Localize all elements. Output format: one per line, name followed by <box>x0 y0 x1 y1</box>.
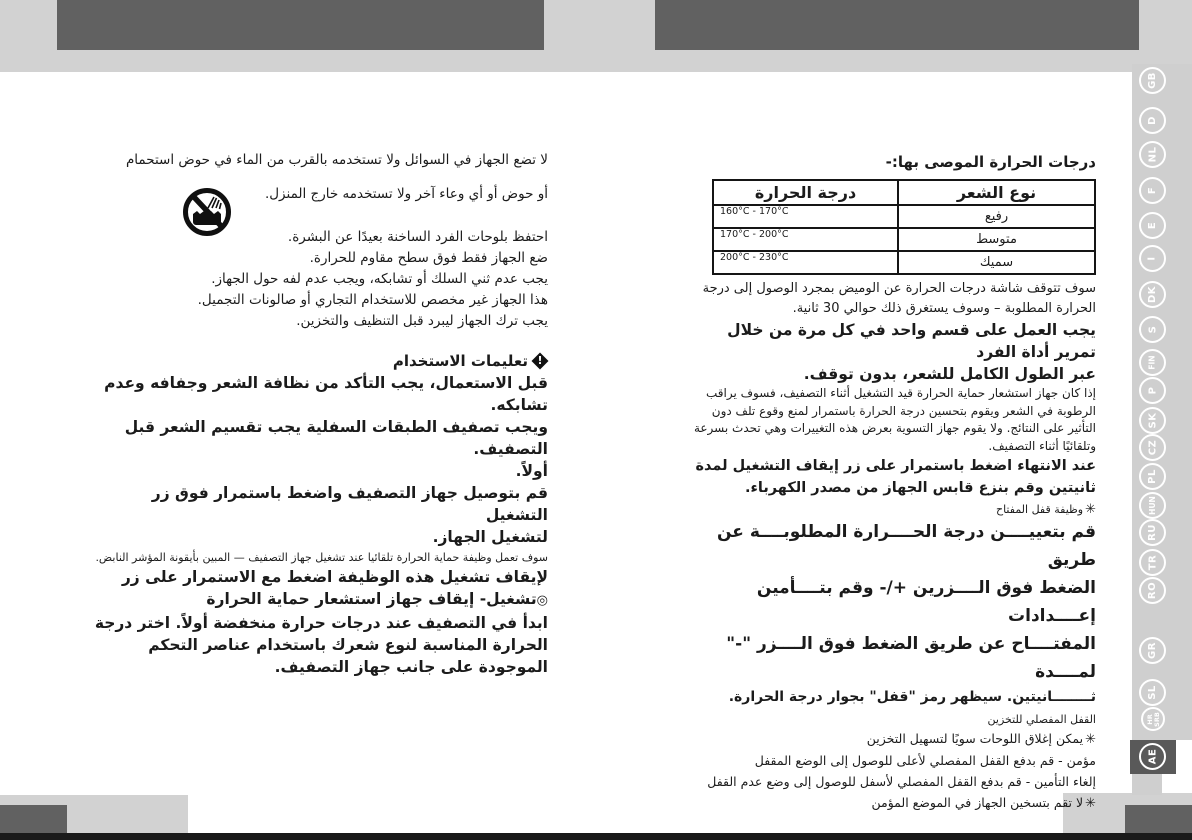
sidebar-substrip <box>1132 774 1162 795</box>
lang-label: SL <box>1146 685 1158 700</box>
lang-label: I <box>1146 256 1158 261</box>
bottom-right-dark-block <box>1125 805 1192 834</box>
header-hair-type: نوع الشعر <box>898 180 1095 205</box>
temp-range-thick: 200°C - 230°C <box>713 251 898 274</box>
language-sidebar-strip <box>1132 64 1192 740</box>
top-dark-bar-right <box>655 0 1139 50</box>
line: الضغط فوق الــــزرين +/- وقم بتــــأمين إعــــدادات <box>756 578 1096 626</box>
lang-label: AE <box>1146 748 1158 765</box>
bottom-left-dark-block <box>0 805 67 834</box>
hair-type-fine: رفيع <box>898 205 1095 228</box>
header-temperature: درجة الحرارة <box>713 180 898 205</box>
hinge-lock-label: القفل المفصلي للتخزين <box>987 713 1096 726</box>
lang-badge-dk <box>1139 281 1166 308</box>
usage-line: لتشغيل الجهاز. <box>432 528 548 546</box>
lang-badge-f <box>1139 177 1166 204</box>
exclamation-diamond-icon <box>532 353 548 369</box>
star-icon: ✳ <box>1085 502 1096 517</box>
warning-hot-plates: احتفظ بلوحات الفرد الساخنة بعيدًا عن البشرة. <box>287 229 548 245</box>
lang-label: CZ <box>1147 439 1158 456</box>
lang-label: SK <box>1146 412 1158 429</box>
temperature-table <box>712 179 1096 275</box>
lang-badge-i <box>1139 245 1166 272</box>
usage-instructions-heading <box>93 350 548 372</box>
right-column <box>684 152 1096 814</box>
lang-label: GR <box>1146 642 1158 659</box>
temp-range-medium: 170°C - 200°C <box>713 228 898 251</box>
table-header-row <box>713 180 1095 205</box>
lang-badge-p <box>1139 377 1166 404</box>
key-lock-function-label <box>684 501 1096 518</box>
lang-badge-d <box>1139 107 1166 134</box>
usage-line: تشغيل- إيقاف جهاز استشعار حماية الحرارة <box>206 590 537 608</box>
lang-badge-ro <box>1139 577 1166 604</box>
star-icon: ✳ <box>1085 796 1096 811</box>
lang-label: D <box>1147 116 1158 125</box>
warning-cord: يجب عدم ثني السلك أو تشابكه، ويجب عدم لفه حول الجهاز. <box>211 271 548 287</box>
usage-line: ويجب تصفيف الطبقات السفلية يجب تقسيم الشعر قبل التصفيف. <box>124 418 548 458</box>
usage-line-with-icon <box>93 588 548 612</box>
star-icon: ✳ <box>1085 732 1096 747</box>
lang-label: RO <box>1146 581 1158 600</box>
warning-liquids-line1: لا تضع الجهاز في السوائل ولا تستخدمه بالقرب من الماء في حوض استحمام <box>125 152 548 168</box>
lang-label: GB <box>1147 72 1158 89</box>
line: قم بتعييــــن درجة الحــــرارة المطلوبــــة عن طريق <box>716 522 1096 570</box>
temp-range-fine: 160°C - 170°C <box>713 205 898 228</box>
lang-label: TR <box>1147 554 1158 571</box>
lang-label: E <box>1147 221 1158 230</box>
table-row <box>713 205 1095 228</box>
usage-line: قم بتوصيل جهاز التصفيف واضغط باستمرار فوق زر التشغيل <box>151 484 548 524</box>
line: وقم بنزع قابس الجهاز من مصدر الكهرباء. <box>744 480 1044 496</box>
usage-line: قبل الاستعمال، يجب التأكد من نظافة الشعر وجفافه وعدم <box>104 374 548 392</box>
warning-cool-down: يجب ترك الجهاز ليبرد قبل التنظيف والتخزين. <box>296 313 548 329</box>
lang-label: FIN <box>1147 355 1157 370</box>
lang-label: P <box>1147 386 1158 395</box>
usage-plug-in <box>93 482 548 548</box>
bottom-black-strip <box>0 833 1192 840</box>
line: المفتــــاح عن طريق الضغط فوق الــــزر "-" لمــــدة <box>726 634 1096 682</box>
usage-line: تشابكه. <box>490 396 548 414</box>
lock-symbol-note: ثــــــــانيتين. سيظهر رمز "قفل" بجوار درجة الحرارة. <box>728 689 1096 705</box>
lang-label: RU <box>1146 524 1158 541</box>
usage-turn-off-sensor <box>93 566 548 612</box>
line: عند الانتهاء اضغط باستمرار على زر إيقاف التشغيل لمدة ثانيتين <box>695 458 1096 496</box>
usage-line: أولاً. <box>515 462 548 480</box>
lang-badge-hr-srb <box>1141 707 1165 731</box>
warning-commercial-use: هذا الجهاز غير مخصص للاستخدام التجاري أو صالونات التجميل. <box>197 292 548 308</box>
display-stops-flashing-note: سوف تتوقف شاشة درجات الحرارة عن الوميض بمجرد الوصول إلى درجة الحرارة المطلوبة – وسوف يستغرق ذلك حوالي 30 ثانية. <box>702 281 1096 316</box>
close-plates-note <box>684 728 1096 750</box>
lang-label-hr: HR <box>1145 713 1154 725</box>
lang-badge-s <box>1139 316 1166 343</box>
hair-type-thick: سميك <box>898 251 1095 274</box>
usage-start-low-temp: ابدأ في التصفيف عند درجات حرارة منخفضة أولاً. اختر درجة الحرارة المناسبة لنوع شعرك باستخدام عناصر التحكم الموجودة على جانب جهاز التصفيف. <box>94 614 548 676</box>
set-temperature-instructions <box>684 518 1096 686</box>
lang-badge-gr <box>1139 637 1166 664</box>
usage-heat-protect-note: سوف تعمل وظيفة حماية الحرارة تلقائيا عند تشغيل جهاز التصفيف — المبين بأيقونة المؤشر النابض. <box>95 551 548 564</box>
lang-label: HUN <box>1148 496 1157 515</box>
unlock-instruction: إلغاء التأمين - قم بدفع القفل المفصلي لأسفل للوصول إلى وضع عدم القفل <box>707 774 1096 789</box>
line: يجب العمل على قسم واحد في كل مرة من خلال تمرير أداة الفرد <box>727 321 1096 361</box>
lang-badge-ae-active <box>1139 743 1166 770</box>
top-gray-band <box>0 0 1192 72</box>
table-row <box>713 228 1095 251</box>
line: عبر الطول الكامل للشعر، بدون توقف. <box>803 365 1096 383</box>
lang-badge-cz <box>1139 434 1166 461</box>
lang-badge-e <box>1139 212 1166 239</box>
exclamation-glyph: ! <box>537 354 543 367</box>
left-column <box>93 150 548 678</box>
lang-label <box>1147 712 1160 727</box>
lang-badge-gb <box>1139 67 1166 94</box>
no-heat-when-locked-warning <box>684 792 1096 814</box>
lang-label: F <box>1147 186 1158 195</box>
lang-badge-fin <box>1139 349 1166 376</box>
lang-badge-tr <box>1139 549 1166 576</box>
key-lock-text: وظيفة قفل المفتاح <box>995 503 1084 516</box>
power-sensor-icon: ◎ <box>536 593 548 608</box>
warning-heatproof-surface: ضع الجهاز فقط فوق سطح مقاوم للحرارة. <box>309 250 548 266</box>
warning-liquids-line2: أو حوض أو أي وعاء آخر ولا تستخدمه خارج المنزل. <box>264 186 548 202</box>
lang-label: PL <box>1146 469 1158 484</box>
lang-badge-pl <box>1139 463 1166 490</box>
lang-badge-nl <box>1139 141 1166 168</box>
lang-badge-sk <box>1139 407 1166 434</box>
lang-badge-ru <box>1139 519 1166 546</box>
after-use-note <box>684 455 1096 499</box>
lang-label: DK <box>1147 285 1158 304</box>
heat-sensor-monitoring-note: إذا كان جهاز استشعار حماية الحرارة قيد التشغيل أثناء التصفيف، فسوف يراقب الرطوبة في الشعر ويقوم بتحسين درجة الحرارة باستمرار لمنع وقوع تلف دون التأثير على النتائج. ولا يقوم جهاز التسوية بعرض هذه التغييرات وهي تحدث بسرعة وتلقائيًا أثناء التصفيف. <box>693 386 1096 453</box>
lang-badge-sl <box>1139 679 1166 706</box>
work-one-section-note <box>684 319 1096 385</box>
usage-section-hair <box>93 416 548 482</box>
lang-label: S <box>1146 325 1158 334</box>
hair-type-medium: متوسط <box>898 228 1095 251</box>
lock-instruction: مؤمن - قم بدفع القفل المفصلي لأعلى للوصول إلى الوضع المقفل <box>754 753 1096 768</box>
usage-heading-text: تعليمات الاستخدام <box>392 352 528 370</box>
lang-badge-hun <box>1139 492 1166 519</box>
lang-label: NL <box>1147 146 1158 163</box>
lang-label-srb: SRB <box>1152 711 1160 727</box>
recommended-temps-heading: درجات الحرارة الموصى بها:- <box>885 153 1096 171</box>
close-plates-text: يمكن إغلاق اللوحات سويًا لتسهيل التخزين <box>866 731 1084 746</box>
top-dark-bar-left <box>57 0 544 50</box>
usage-line: لإيقاف تشغيل هذه الوظيفة اضغط مع الاستمرار على زر <box>121 568 548 586</box>
no-heat-text: لا تقم بتسخين الجهاز في الموضع المؤمن <box>871 795 1084 810</box>
usage-clean-dry-hair <box>93 372 548 416</box>
table-row <box>713 251 1095 274</box>
